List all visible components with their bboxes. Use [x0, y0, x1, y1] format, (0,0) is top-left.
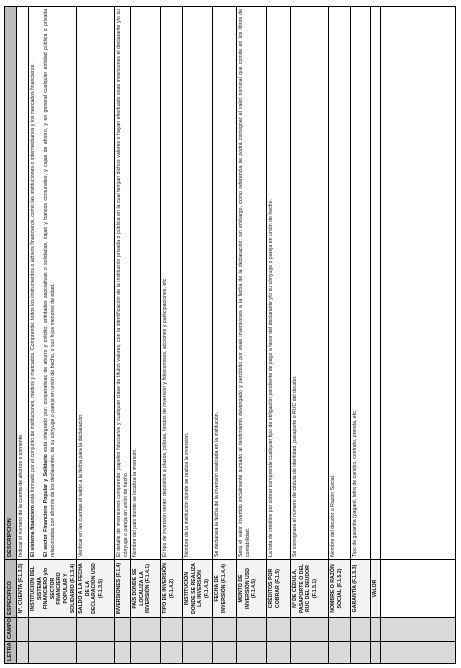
table-row	[291, 7, 329, 663]
campo-cell	[213, 617, 236, 641]
campo-cell	[291, 617, 328, 641]
header-especifico: ESPECIFICO	[5, 559, 16, 617]
campo-cell	[17, 617, 28, 641]
table-row	[17, 7, 29, 663]
letra-cell	[29, 641, 76, 663]
especifico-cell: VALOR	[371, 559, 380, 617]
especifico-cell: INVERSIONES (F.1.4)	[115, 559, 130, 617]
table-row	[115, 7, 131, 663]
header-descripcion: DESCRIPCION	[7, 518, 13, 557]
descripcion-cell: Nombre de la institución donde se realiza la inversión.	[184, 432, 190, 557]
campo-cell	[267, 617, 290, 641]
especifico-cell: NOMBRE O RAZÓN SOCIAL (F.1.5.2)	[329, 559, 350, 617]
letra-cell	[371, 641, 380, 663]
letra-cell	[77, 641, 114, 663]
campo-cell	[183, 617, 212, 641]
table-row	[77, 7, 115, 663]
letra-cell	[351, 641, 370, 663]
campo-cell	[77, 617, 114, 641]
table-row	[29, 7, 77, 663]
descripcion-cell: Se consignará el número de cédula de identidad, pasaporte o RUC del deudor.	[292, 375, 298, 557]
table-row	[131, 7, 161, 663]
table-row	[213, 7, 237, 663]
header-letra: LETRA	[5, 641, 16, 663]
header-campo: CAMPO	[5, 617, 16, 641]
descripcion-cell	[29, 7, 76, 559]
table-header-row	[5, 7, 17, 663]
descripcion-cell: Nombre del deudor o Razón Social.	[330, 474, 336, 557]
campo-cell	[329, 617, 350, 641]
specification-table	[4, 6, 456, 664]
letra-cell	[381, 641, 455, 663]
campo-cell	[351, 617, 370, 641]
descripcion-cell: Se declarará la fecha de la inversión realizada en la institución.	[214, 411, 220, 557]
especifico-cell: INSTITUCIÓN DONDE SE REALIZA LA INVERSIÓN (F.1.4.3)	[183, 559, 212, 617]
descripcion-cell: Tipo de garantía (pagaré, letra de cambio, contrato, prenda, etc.	[352, 409, 358, 557]
letra-cell	[183, 641, 212, 663]
letra-cell	[291, 641, 328, 663]
descripcion-cell: Indicar el número de la cuenta de ahorros o corriente.	[18, 433, 24, 557]
descripcion-cell: La lista de créditos por cobrar comprende cualquier tipo de obligación pendiente de pago a favor del declarante y/o su cónyuge o pareja en unión de hecho.	[268, 199, 274, 557]
especifico-cell: INSTITUCION DEL SISTEMA FINANCIERO y/o SECTOR FINANCIERO POPULAR Y SOLIDARIO (F.1.3.4)	[29, 559, 76, 617]
letra-cell	[267, 641, 290, 663]
letra-cell	[161, 641, 182, 663]
lead-text: El sector Financiero Popular y Solidario	[43, 454, 50, 557]
especifico-cell: MONTO DE INVERSIÓN USD (F.1.4.5)	[237, 559, 266, 617]
campo-cell	[381, 617, 455, 641]
table-row	[329, 7, 351, 663]
especifico-cell: CRÉDITOS POR COBRAR (F.1.5)	[267, 559, 290, 617]
table-row	[161, 7, 183, 663]
letra-cell	[115, 641, 130, 663]
descripcion-cell	[381, 7, 455, 559]
letra-cell	[237, 641, 266, 663]
table-row	[267, 7, 291, 663]
descripcion-cell	[371, 7, 380, 559]
especifico-cell: Nº. CUENTA (F.1.3.3)	[17, 559, 28, 617]
especifico-cell: GARANTÍA (F.1.5.3)	[351, 559, 370, 617]
table-filler	[381, 7, 455, 663]
especifico-cell: SALDO A LA FECHA DE LA DECLARACIÓN USD (F.1.3.5)	[77, 559, 114, 617]
campo-cell	[161, 617, 182, 641]
descripcion-cell: El detalle de inversiones comprende: papeles fiduciarios y cualquier clase de títulos valores, con la identificación de la institución privada o pública en la cual tengan dichos valores o hayan efectuado esas inversiones el declarante y/o su cónyuge o pareja en unión de hecho.	[116, 9, 129, 557]
table-row	[351, 7, 371, 663]
letra-cell	[329, 641, 350, 663]
descripcion-cell: Verificar en las cuentas el saldo a la fecha para la declaración.	[78, 413, 84, 557]
especifico-cell: TIPO DE INVERSIÓN (F.1.4.2)	[161, 559, 182, 617]
table-row	[371, 7, 381, 663]
table-row	[237, 7, 267, 663]
letra-cell	[17, 641, 28, 663]
especifico-cell	[381, 559, 455, 617]
descripcion-cell: Será el valor invertido inicialmente sumado al rendimiento devengado y percibido por esas inversiones a la fecha de la declaración; sin embargo, como referencia se podrá consignar el valor nominal que conste en los libros de contabilidad.	[238, 9, 251, 557]
letra-cell	[131, 641, 160, 663]
description-text: está formado por el conjunto de instituciones, medios y mercados. Comprende: todos los instrumentos o activos financieros, como las instituciones o intermediarios y los mercados financieros.	[30, 63, 36, 506]
especifico-cell: PAÍS DONDE SE LOCALIZA LA INVERSIÓN (F.1.4.1)	[131, 559, 160, 617]
campo-cell	[115, 617, 130, 641]
especifico-cell: Nº DE CÉDULA, PASAPORTE O DEL RUC DEL DEUDOR (F.1.5.1)	[291, 559, 328, 617]
table-row	[183, 7, 213, 663]
campo-cell	[29, 617, 76, 641]
descripcion-cell: Nombre del país donde se localiza la inversión.	[132, 448, 138, 557]
campo-cell	[371, 617, 380, 641]
lead-text: El sistema financiero	[30, 505, 36, 557]
descripcion-cell: El tipo de inversión serán: depósitos a plazos, pólizas, fondos de inversión y fideicomisos, acciones y participaciones, etc.	[162, 277, 168, 557]
letra-cell	[213, 641, 236, 663]
especifico-cell: FECHA DE INVERSIÓN (F.1.4.4)	[213, 559, 236, 617]
description-text: está integrado por: cooperativas de ahorro y crédito, entidades asociativas o solidarias, cajas y bancos comunales, y cajas de ahorro, y en general cualquier entidad pública o privada relacionadas con ahorros de los declarantes, de su cónyuge o pareja en unión de hecho, o sus hijos menores de edad.	[43, 9, 56, 557]
campo-cell	[237, 617, 266, 641]
campo-cell	[131, 617, 160, 641]
